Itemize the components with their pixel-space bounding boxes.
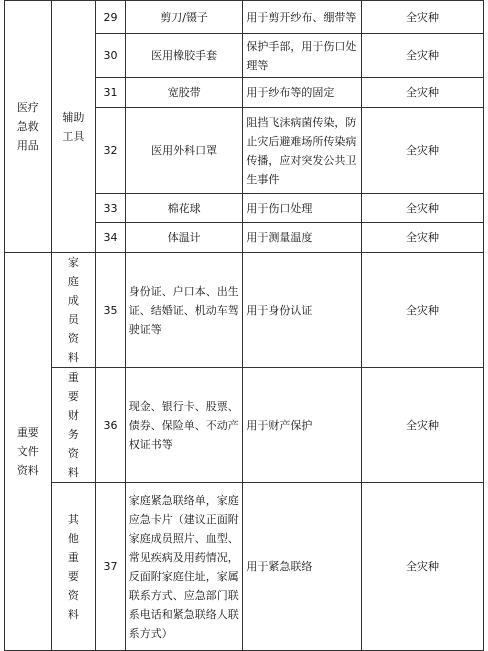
item-name: 医用外科口罩: [125, 108, 243, 194]
scope: 全灾种: [362, 368, 484, 483]
item-use: 用于紧急联络: [243, 483, 362, 651]
subcategory-other: 其他重要资料: [51, 483, 96, 651]
item-use: 用于测量温度: [243, 223, 362, 253]
scope: 全灾种: [362, 108, 484, 194]
item-name: 家庭紧急联络单，家庭应急卡片（建议正面附家庭成员照片、血型、常见疾病及用药情况，反面附家庭住址，家属联系方式、应急部门联系电话和紧急联络人联系方式）: [125, 483, 243, 651]
item-use: 用于剪开纱布、绷带等: [243, 1, 362, 34]
table-row: [5, 483, 484, 651]
item-name: 棉花球: [125, 194, 243, 223]
item-name: 体温计: [125, 223, 243, 253]
scope: 全灾种: [362, 1, 484, 34]
row-number: 30: [96, 34, 126, 78]
item-name: 剪刀/镊子: [125, 1, 243, 34]
row-number: 37: [96, 483, 126, 651]
row-number: 33: [96, 194, 126, 223]
item-use: 保护手部，用于伤口处理等: [243, 34, 362, 78]
supplies-table: [4, 0, 484, 651]
scope: 全灾种: [362, 483, 484, 651]
item-name: 现金、银行卡、股票、债券、保险单、不动产权证书等: [125, 368, 243, 483]
item-use: 用于伤口处理: [243, 194, 362, 223]
row-number: 34: [96, 223, 126, 253]
scope: 全灾种: [362, 78, 484, 108]
item-name: 宽胶带: [125, 78, 243, 108]
item-name: 医用橡胶手套: [125, 34, 243, 78]
scope: 全灾种: [362, 253, 484, 368]
item-use: 阻挡飞沫病菌传染，防止灾后避难场所传染病传播，应对突发公共卫生事件: [243, 108, 362, 194]
table-row: [5, 253, 484, 368]
row-number: 35: [96, 253, 126, 368]
row-number: 36: [96, 368, 126, 483]
subcategory-aux: 辅助工具: [51, 1, 96, 253]
row-number: 32: [96, 108, 126, 194]
scope: 全灾种: [362, 194, 484, 223]
item-use: 用于财产保护: [243, 368, 362, 483]
table-row: [5, 368, 484, 483]
item-use: 用于纱布等的固定: [243, 78, 362, 108]
item-name: 身份证、户口本、出生证、结婚证、机动车驾驶证等: [125, 253, 243, 368]
scope: 全灾种: [362, 34, 484, 78]
row-number: 31: [96, 78, 126, 108]
table-row: [5, 1, 484, 34]
scope: 全灾种: [362, 223, 484, 253]
subcategory-finance: 重要财务资料: [51, 368, 96, 483]
row-number: 29: [96, 1, 126, 34]
subcategory-family: 家庭成员资料: [51, 253, 96, 368]
category-docs: 重要文件资料: [5, 253, 52, 651]
item-use: 用于身份认证: [243, 253, 362, 368]
category-medical: 医疗急救用品: [5, 1, 52, 253]
